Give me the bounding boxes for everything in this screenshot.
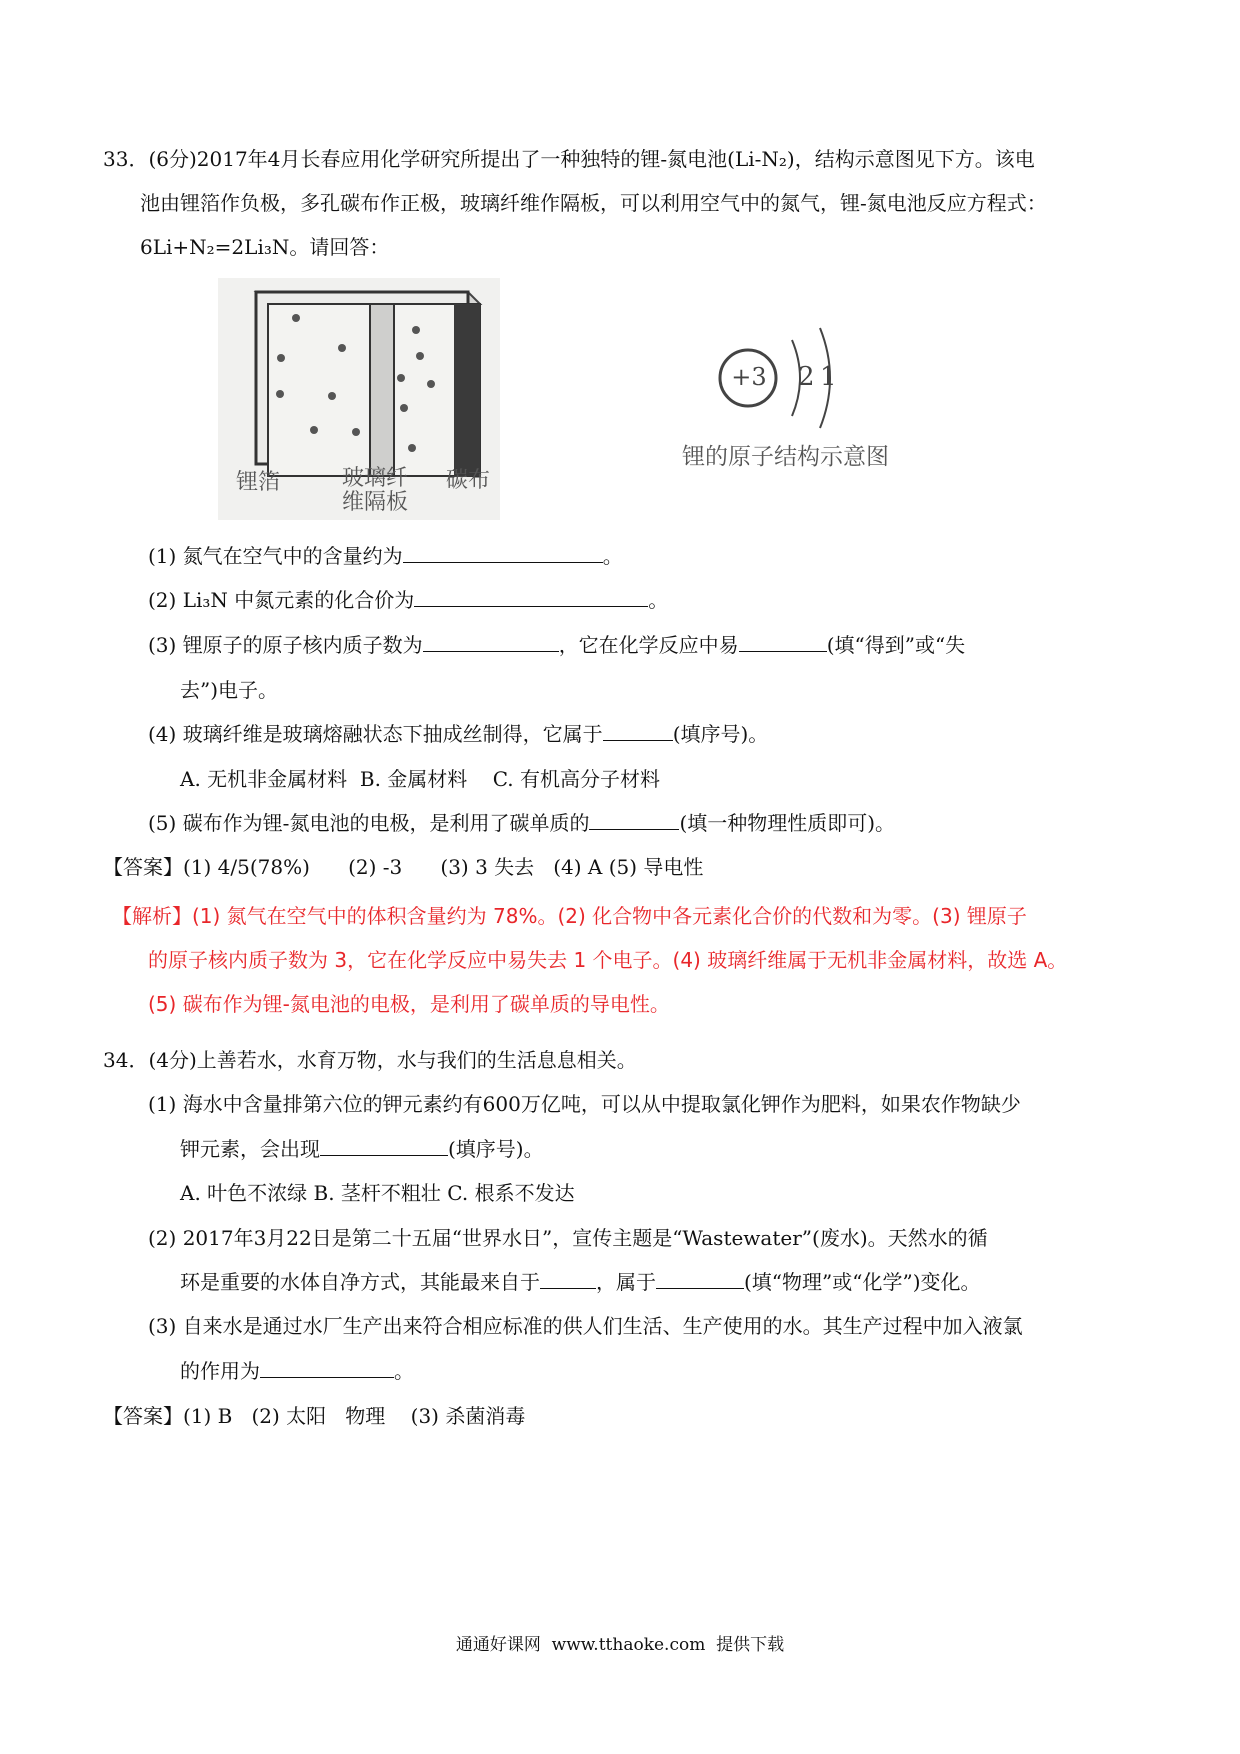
answer-blank[interactable] (423, 633, 559, 652)
page-footer: 通通好课网 www.tthaoke.com 提供下载 (455, 1635, 785, 1655)
q33-sub3-cont: 去”)电子。 (180, 678, 279, 702)
atom-caption: 锂的原子结构示意图 (682, 444, 889, 470)
q33-analysis-2: 的原子核内质子数为 3，它在化学反应中易失去 1 个电子。(4) 玻璃纤维属于无机非金属材料，故选 A。 (148, 948, 1068, 972)
q33-line-1: 33．(6分)2017年4月长春应用化学研究所提出了一种独特的锂-氮电池(Li-N₂)，结构示意图见下方。该电 (103, 147, 1035, 171)
lithium-atom-diagram (680, 316, 920, 476)
q34-sub3-line-1: (3) 自来水是通过水厂生产出来符合相应标准的供人们生活、生产使用的水。其生产过程中加入液氯 (148, 1314, 1023, 1338)
label-glass-separator-2: 维隔板 (342, 490, 409, 515)
q33-sub5: (5) 碳布作为锂-氮电池的电极，是利用了碳单质的 (填一种物理性质即可)。 (148, 811, 896, 835)
q33-sub2: (2) Li₃N 中氮元素的化合价为 。 (148, 588, 669, 612)
q33-sub3: (3) 锂原子的原子核内质子数为 ，它在化学反应中易 (填“得到”或“失 (148, 633, 966, 657)
battery-structure-figure (218, 278, 500, 520)
q34-sub1-line-2: 钾元素，会出现 (填序号)。 (180, 1137, 544, 1161)
answer-blank[interactable] (260, 1359, 394, 1378)
shell-2-electrons: 1 (820, 362, 837, 392)
q33-analysis-3: (5) 碳布作为锂-氮电池的电极，是利用了碳单质的导电性。 (148, 992, 670, 1016)
q33-sub4: (4) 玻璃纤维是玻璃熔融状态下抽成丝制得，它属于 (填序号)。 (148, 722, 769, 746)
answer-blank[interactable] (403, 544, 603, 563)
q34-line-1: 34．(4分)上善若水，水育万物，水与我们的生活息息相关。 (103, 1048, 637, 1072)
q34-sub2-line-2: 环是重要的水体自净方式，其能最来自于 ，属于 (填“物理”或“化学”)变化。 (180, 1270, 981, 1294)
q33-line-2: 池由锂箔作负极，多孔碳布作正极，玻璃纤维作隔板，可以利用空气中的氮气，锂-氮电池反应方程式： (140, 191, 1047, 215)
answer-blank[interactable] (589, 811, 679, 830)
answer-blank[interactable] (320, 1137, 448, 1156)
label-carbon-cloth: 碳布 (446, 468, 491, 493)
q33-sub1: (1) 氮气在空气中的含量约为 。 (148, 544, 623, 568)
q34-sub1-options: A. 叶色不浓绿 B. 茎杆不粗壮 C. 根系不发达 (180, 1181, 575, 1205)
q34-answer: 【答案】(1) B (2) 太阳 物理 (3) 杀菌消毒 (103, 1404, 526, 1428)
shell-1-electrons: 2 (798, 362, 815, 392)
answer-blank[interactable] (414, 588, 648, 607)
q33-analysis-1: 【解析】(1) 氮气在空气中的体积含量约为 78%。(2) 化合物中各元素化合价的代数和为零。(3) 锂原子 (112, 904, 1027, 928)
q34-sub1-line-1: (1) 海水中含量排第六位的钾元素约有600万亿吨，可以从中提取氯化钾作为肥料，如果农作物缺少 (148, 1092, 1021, 1116)
answer-blank[interactable] (656, 1270, 744, 1289)
q34-sub2-line-1: (2) 2017年3月22日是第二十五届“世界水日”，宣传主题是“Wastewater”(废水)。天然水的循 (148, 1226, 988, 1250)
q33-line-3: 6Li+N₂=2Li₃N。请回答： (140, 235, 390, 259)
label-li-foil: 锂箔 (236, 470, 281, 495)
q33-answer: 【答案】(1) 4/5(78%) (2) -3 (3) 3 失去 (4) A (5) 导电性 (103, 855, 704, 879)
answer-blank[interactable] (540, 1270, 596, 1289)
nucleus-charge: +3 (731, 363, 767, 391)
answer-blank[interactable] (603, 722, 673, 741)
q34-sub3-line-2: 的作用为 。 (180, 1359, 414, 1383)
q33-sub4-options: A. 无机非金属材料 B. 金属材料 C. 有机高分子材料 (180, 767, 661, 791)
answer-blank[interactable] (739, 633, 827, 652)
label-glass-separator-1: 玻璃纤 (342, 466, 409, 491)
